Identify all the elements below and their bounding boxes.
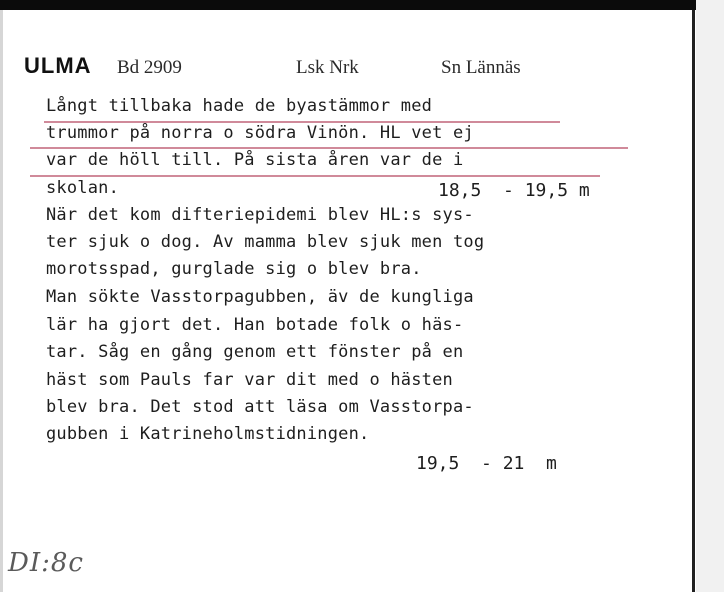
text-line: skolan. — [46, 178, 120, 198]
archive-code: ULMA — [24, 53, 92, 78]
measurement-second: 19,5 - 21 m — [416, 453, 557, 474]
text-line: ter sjuk o dog. Av mamma blev sjuk men tog — [46, 232, 485, 252]
underline-3 — [30, 175, 600, 177]
text-line: lär ha gjort det. Han botade folk o häs- — [46, 315, 464, 335]
text-line: När det kom difteriepidemi blev HL:s sys- — [46, 205, 474, 225]
text-line: morotsspad, gurglade sig o blev bra. — [46, 259, 422, 279]
parish-label: Sn Lännäs — [441, 57, 521, 78]
underline-2 — [30, 147, 628, 149]
text-line: häst som Pauls far var dit med o hästen — [46, 370, 453, 390]
text-line: tar. Såg en gång genom ett fönster på en — [46, 342, 464, 362]
text-line: trummor på norra o södra Vinön. HL vet ej — [46, 123, 474, 143]
district-label: Lsk Nrk — [296, 57, 359, 78]
text-line: blev bra. Det stod att läsa om Vasstorpa- — [46, 397, 474, 417]
text-line: gubben i Katrineholmstidningen. — [46, 424, 370, 444]
card-right-edge — [692, 10, 695, 592]
text-line: Långt tillbaka hade de byastämmor med — [46, 96, 433, 116]
scan-top-edge — [0, 0, 724, 10]
text-line: Man sökte Vasstorpagubben, äv de kungliga — [46, 287, 474, 307]
scan-right-margin — [696, 0, 724, 592]
measurement-first: 18,5 - 19,5 m — [438, 180, 590, 201]
volume-number: Bd 2909 — [117, 57, 182, 78]
scan-left-edge — [0, 10, 3, 592]
text-line: var de höll till. På sista åren var de i — [46, 150, 464, 170]
handwritten-archive-note: DI:8c — [8, 548, 84, 578]
